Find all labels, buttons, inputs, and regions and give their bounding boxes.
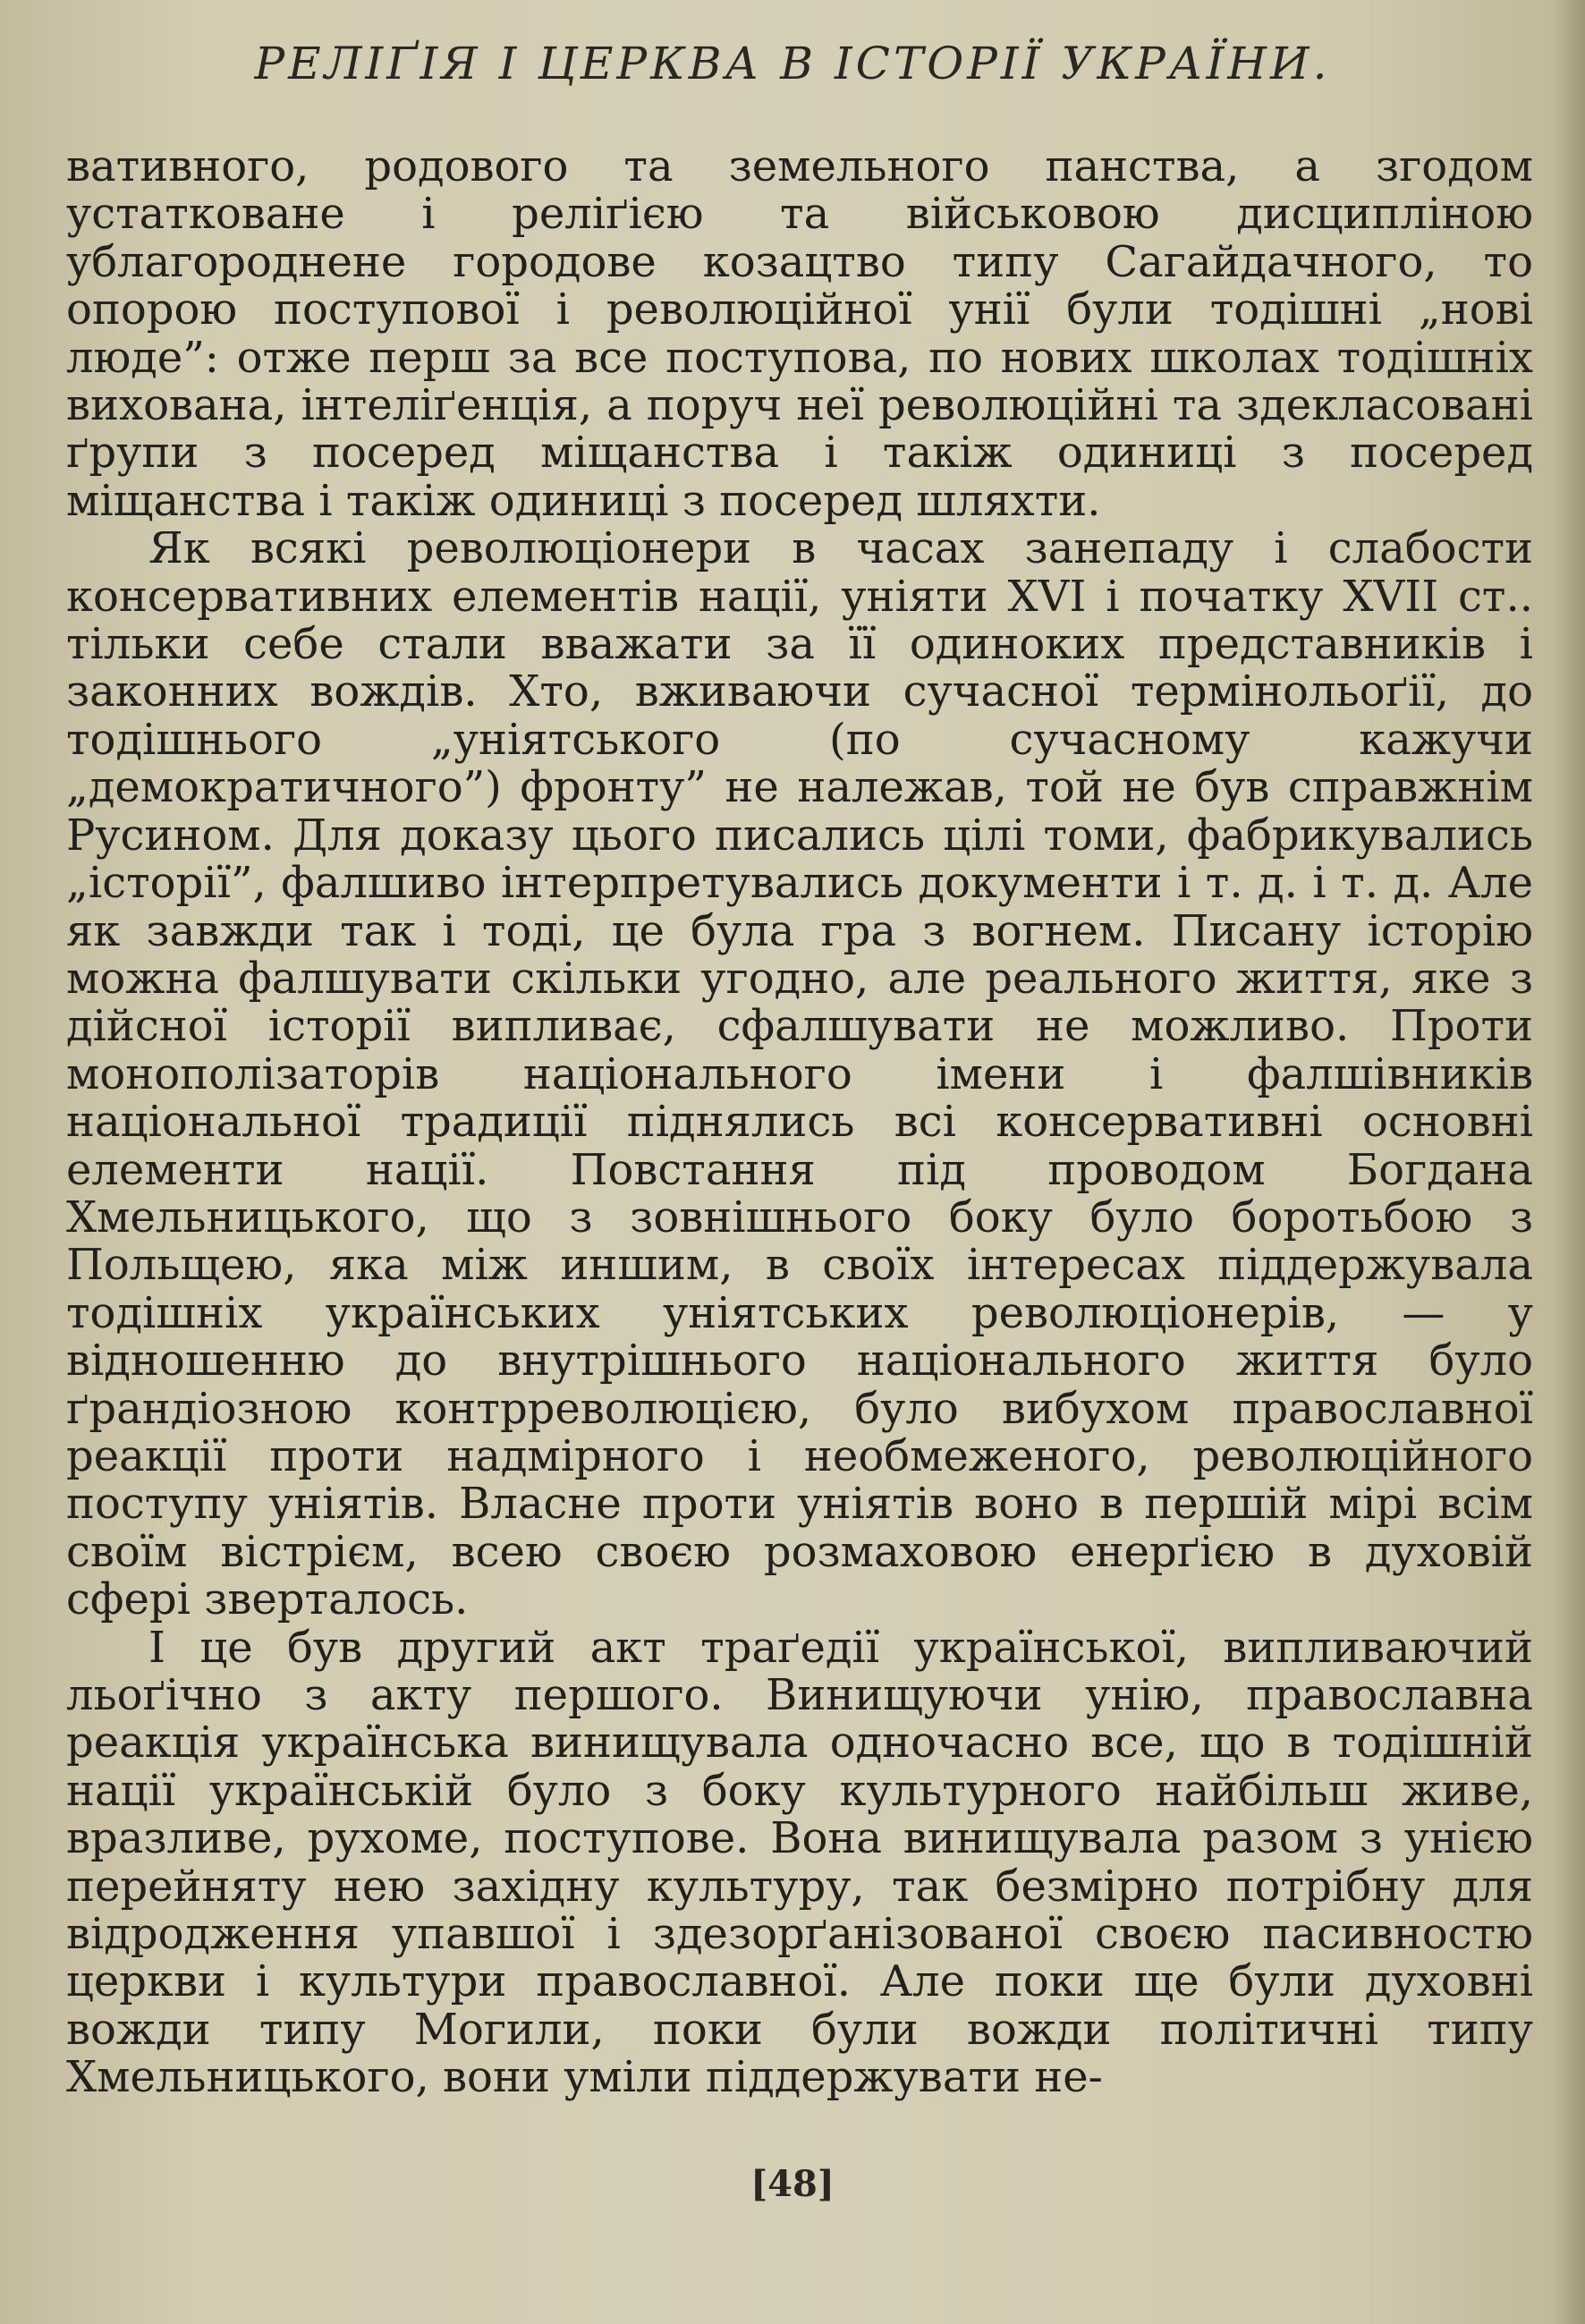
body-text [66, 143, 1533, 2102]
page-edge-shadow [1553, 0, 1585, 2324]
running-head: РЕЛІҐІЯ І ЦЕРКВА В ІСТОРІЇ УКРАЇНИ. [254, 38, 1331, 89]
paragraph-uniates: Як всякі революціонери в часах занепаду і слабости консервативних елементів нації, уніяти XVI і початку XVII ст.. тільки себе стали вважати за її одиноких представників і законних вождів. Хто, вживаючи сучасної термінольоґії, до тодішнього „уніятського (по сучасному кажучи „демократичного”) фронту” не належав, той не був справжнім Русином. Для доказу цього писались цілі томи, фабрикувались „історії”, фалшиво інтерпретувались документи і т. д. і т. д. Але як завжди так і тоді, це була гра з вогнем. Писану історію можна фалшувати скільки угодно, але реального життя, яке з дійсної історії випливає, сфалшувати не можливо. Проти монополізаторів національного імени і фалшівників національної традиції піднялись всі консервативні основні елементи нації. Повстання під проводом Богдана Хмельницького, що з зовнішнього боку було боротьбою з Польщею, яка між иншим, в своїх інтересах піддержувала тодішніх українських уніятських революціонерів, — у відношенню до внутрішнього національного життя було ґрандіозною контрреволюцією, було вибухом православної реакції проти надмірного і необмеженого, революційного поступу уніятів. Власне проти уніятів воно в першій мірі всім своїм вістрієм, всею своєю розмаховою енерґією в духовій сфері зверталось. [66, 523, 1533, 1625]
paragraph-continued: вативного, родового та земельного панства, а згодом устатковане і реліґією та військовою дисципліною ублагороднене городове козацтво типу Сагайдачного, то опорою поступової і революційної унії були тодішні „нові люде”: отже перш за все поступова, по нових школах тодішніх вихована, інтеліґенція, а поруч неї революційні та здекласовані ґрупи з посеред міщанства і такіж одиниці з посеред міщанства і такіж одиниці з посеред шляхти. [66, 141, 1533, 526]
page-number: [48] [750, 2163, 835, 2205]
paragraph-second-act: І це був другий акт траґедії української, випливаючий льоґічно з акту першого. Винищуючи унію, православна реакція українська винищувала одночасно все, що в тодішній нації українській було з боку культурного найбільш живе, вразливе, рухоме, поступове. Вона винищувала разом з унією перейняту нею західну культуру, так безмірно потрібну для відродження упавшої і здезорґанізованої своєю пасивностю церкви і культури православної. Але поки ще були духовні вожди типу Могили, поки були вожди політичні типу Хмельницького, вони уміли піддержувати не- [66, 1622, 1533, 2103]
